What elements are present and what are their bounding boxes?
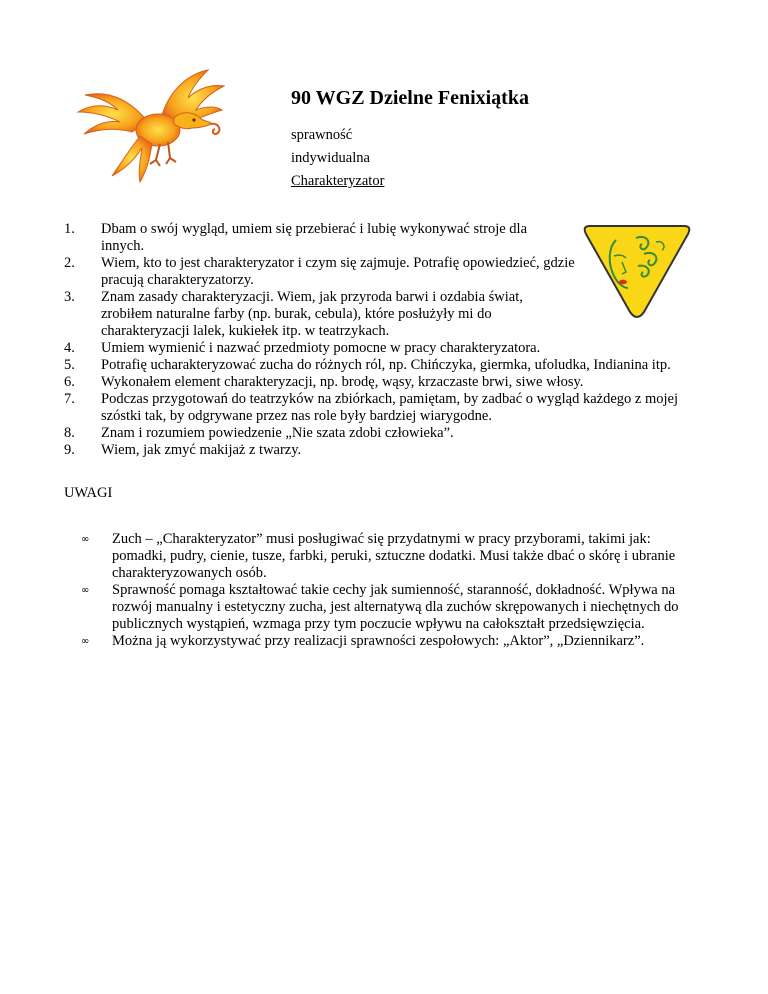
item-text: Wiem, kto to jest charakteryzator i czym się zajmuje. Potrafię opowiedzieć, gdzie pracują charakteryzatorzy. bbox=[101, 255, 575, 288]
item-number: 1. bbox=[64, 221, 75, 237]
item-text: Potrafię ucharakteryzować zucha do różnych ról, np. Chińczyka, giermka, ufoludka, Indianina itp. bbox=[101, 357, 671, 373]
item-number: 5. bbox=[64, 357, 75, 373]
item-text: Znam i rozumiem powiedzenie „Nie szata zdobi człowieka”. bbox=[101, 425, 454, 441]
note-item bbox=[81, 633, 706, 650]
item-number: 7. bbox=[64, 391, 75, 407]
list-item bbox=[64, 425, 704, 442]
infinity-bullet-icon: ∞ bbox=[81, 534, 90, 545]
notes-heading: UWAGI bbox=[64, 485, 113, 501]
note-text: Można ją wykorzystywać przy realizacji sprawności zespołowych: „Aktor”, „Dziennikarz”. bbox=[112, 633, 645, 649]
list-item bbox=[64, 442, 704, 459]
item-text: Dbam o swój wygląd, umiem się przebierać i lubię wykonywać stroje dla innych. bbox=[101, 221, 528, 254]
list-item bbox=[64, 289, 704, 340]
note-text: Sprawność pomaga kształtować takie cechy jak sumienność, staranność, dokładność. Wpływa na rozwój manualny i estetyczny zucha, jest alternatywą dla zuchów skrępowanych i niechętnych do publicznych wystąpień, wzmaga przy tym poczucie wpływu na całokształt przedsięwzięcia. bbox=[112, 582, 679, 632]
infinity-bullet-icon: ∞ bbox=[81, 636, 90, 647]
item-text: Wykonałem element charakteryzacji, np. brodę, wąsy, krzaczaste brwi, siwe włosy. bbox=[101, 374, 584, 390]
badge-name: Charakteryzator bbox=[291, 173, 385, 189]
document-title: 90 WGZ Dzielne Fenixiątka bbox=[291, 87, 529, 109]
item-number: 3. bbox=[64, 289, 75, 305]
subtitle-line-2: indywidualna bbox=[291, 150, 370, 166]
item-text: Znam zasady charakteryzacji. Wiem, jak przyroda barwi i ozdabia świat, zrobiłem naturalne farby (np. burak, cebula), które posłużyły mi do charakteryzacji lalek, kukiełek itp. w teatrzykach. bbox=[101, 289, 523, 339]
subtitle-line-1: sprawność bbox=[291, 127, 353, 143]
phoenix-logo bbox=[70, 60, 230, 185]
note-item bbox=[81, 582, 706, 633]
item-text: Umiem wymienić i nazwać przedmioty pomocne w pracy charakteryzatora. bbox=[101, 340, 541, 356]
requirements-list bbox=[64, 221, 704, 459]
note-item bbox=[81, 531, 706, 582]
item-number: 4. bbox=[64, 340, 75, 356]
list-item bbox=[64, 255, 704, 289]
item-text: Wiem, jak zmyć makijaż z twarzy. bbox=[101, 442, 302, 458]
notes-list bbox=[81, 531, 706, 650]
item-number: 6. bbox=[64, 374, 75, 390]
item-number: 9. bbox=[64, 442, 75, 458]
list-item bbox=[64, 357, 704, 374]
list-item bbox=[64, 374, 704, 391]
note-text: Zuch – „Charakteryzator” musi posługiwać się przydatnymi w pracy przyborami, takimi jak: pomadki, pudry, cienie, tusze, farbki, peruki, sztuczne dodatki. Musi także dbać o skórę i ubranie charakteryzowanych osób. bbox=[112, 531, 676, 581]
list-item bbox=[64, 340, 704, 357]
item-number: 8. bbox=[64, 425, 75, 441]
item-number: 2. bbox=[64, 255, 75, 271]
list-item bbox=[64, 391, 704, 425]
item-text: Podczas przygotowań do teatrzyków na zbiórkach, pamiętam, by zadbać o wygląd każdego z mojej szóstki tak, by odgrywane przez nas role były bardziej wiarygodne. bbox=[101, 391, 678, 424]
infinity-bullet-icon: ∞ bbox=[81, 585, 90, 596]
list-item bbox=[64, 221, 704, 255]
